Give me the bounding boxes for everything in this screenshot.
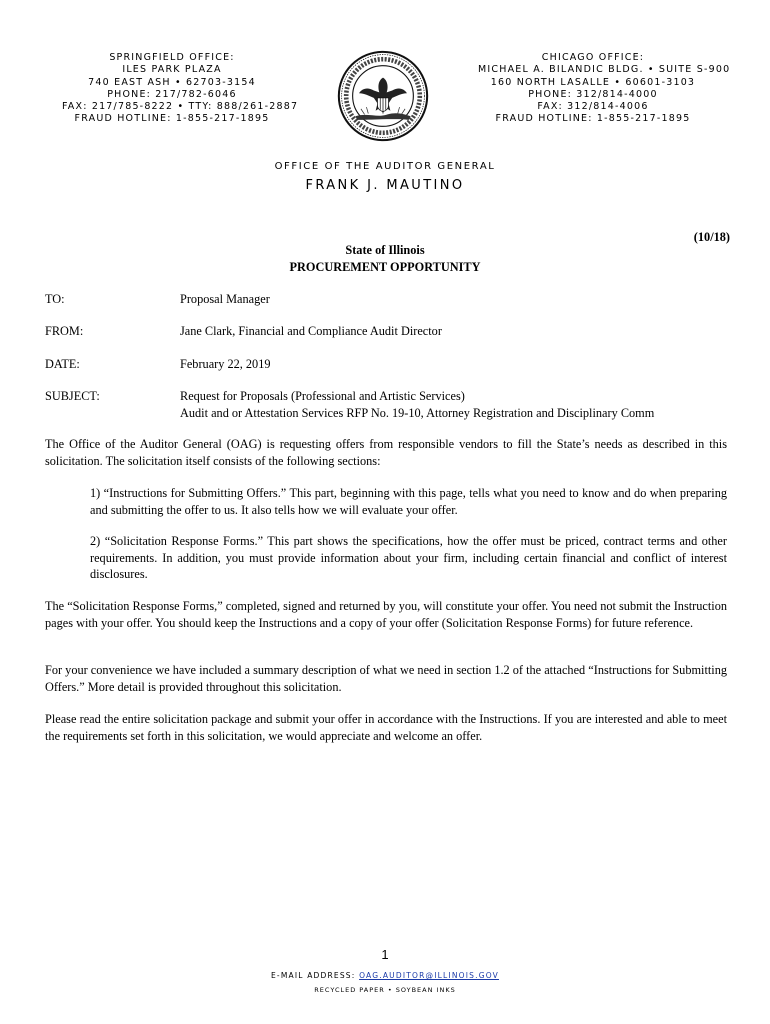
from-label: FROM:: [45, 324, 84, 338]
page-number: 1: [381, 947, 389, 962]
illinois-state-seal-icon: [337, 50, 429, 142]
chicago-office-line: MICHAEL A. BILANDIC BLDG. • SUITE S-900: [478, 64, 731, 76]
closing-paragraph: Please read the entire solicitation package and submit your offer in accordance with the Instructions. If you are interested and able to meet the requirements set forth in this solicitation, we would appreciate and welcome an offer.: [45, 712, 727, 743]
section-item-response-forms: 2) “Solicitation Response Forms.” This part shows the specifications, how the offer must be priced, contract terms and other requirements. In addition, you must provide information about your firm, including certain financial and conflict of interest disclosures.: [90, 534, 727, 581]
office-title: OFFICE OF THE AUDITOR GENERAL: [274, 161, 496, 172]
chicago-office-fax: FAX: 312/814-4006: [537, 101, 649, 113]
chicago-office-hotline: FRAUD HOTLINE: 1-855-217-1895: [495, 113, 691, 125]
date-label: DATE:: [45, 357, 80, 371]
springfield-office-phone: PHONE: 217/782-6046: [107, 88, 237, 100]
to-label: TO:: [45, 292, 65, 306]
springfield-office-line: 740 EAST ASH • 62703-3154: [88, 76, 256, 88]
form-date-code: (10/18): [693, 230, 730, 244]
chicago-office-phone: PHONE: 312/814-4000: [528, 88, 658, 100]
auditor-name: FRANK J. MAUTINO: [305, 178, 465, 193]
email-label: E-MAIL ADDRESS:: [270, 971, 356, 980]
procurement-heading: PROCUREMENT OPPORTUNITY: [289, 260, 481, 274]
state-heading: State of Illinois: [345, 243, 425, 257]
recycled-paper-note: RECYCLED PAPER • SOYBEAN INKS: [314, 986, 456, 994]
section-item-instructions: 1) “Instructions for Submitting Offers.” This part, beginning with this page, tells what you need to know and do when preparing and submitting the offer to us. It also tells how we will evaluate your offer.: [90, 486, 727, 517]
email-link[interactable]: OAG.AUDITOR@ILLINOIS.GOV: [359, 971, 500, 980]
footer-email-line: [0, 971, 770, 980]
subject-line-2: Audit and or Attestation Services RFP No. 19-10, Attorney Registration and Disciplinary Comm: [180, 406, 655, 420]
springfield-office-title: SPRINGFIELD OFFICE:: [109, 52, 235, 63]
springfield-office-address: [62, 52, 299, 126]
springfield-office-hotline: FRAUD HOTLINE: 1-855-217-1895: [74, 113, 270, 125]
to-value: Proposal Manager: [180, 292, 270, 306]
chicago-office-line: 160 NORTH LASALLE • 60601-3103: [490, 76, 696, 88]
springfield-office-line: ILES PARK PLAZA: [122, 64, 222, 76]
chicago-office-title: CHICAGO OFFICE:: [541, 52, 645, 63]
summary-paragraph: For your convenience we have included a summary description of what we need in section 1.2 of the attached “Instructions for Submitting Offers.” More detail is provided throughout this solicitation.: [45, 663, 727, 694]
response-forms-paragraph: The “Solicitation Response Forms,” completed, signed and returned by you, will constitute your offer. You need not submit the Instruction pages with your offer. You should keep the Instructions and a copy of your offer (Solicitation Response Forms) for future reference.: [45, 599, 727, 630]
chicago-office-address: [478, 52, 731, 126]
subject-line-1: Request for Proposals (Professional and Artistic Services): [180, 389, 465, 403]
date-value: February 22, 2019: [180, 357, 271, 371]
from-value: Jane Clark, Financial and Compliance Audit Director: [180, 324, 442, 338]
intro-paragraph: The Office of the Auditor General (OAG) is requesting offers from responsible vendors to fill the State’s needs as described in this solicitation. The solicitation itself consists of the following sections:: [45, 437, 727, 468]
subject-label: SUBJECT:: [45, 389, 100, 403]
springfield-office-fax: FAX: 217/785-8222 • TTY: 888/261-2887: [62, 101, 299, 113]
